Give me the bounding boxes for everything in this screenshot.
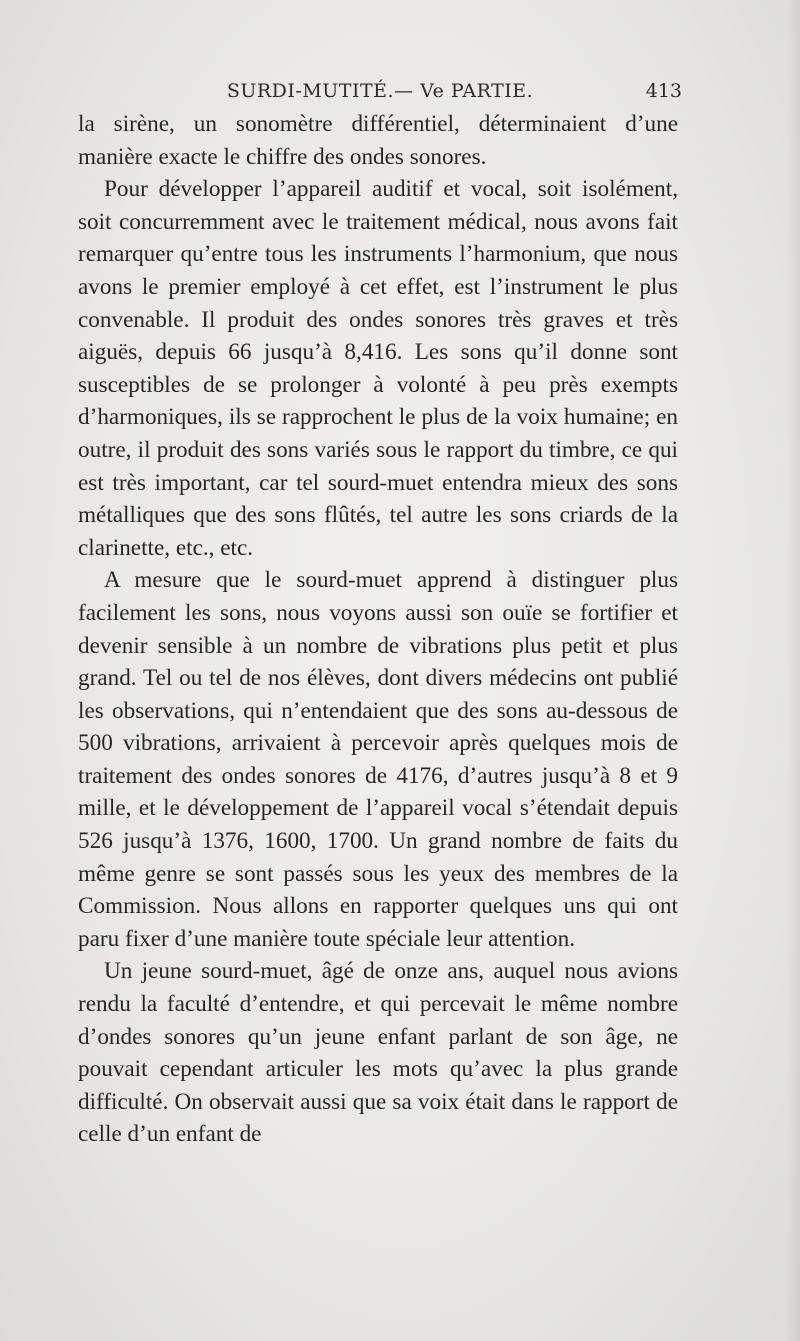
paragraph: A mesure que le sourd-muet apprend à distinguer plus facilement les sons, nous voyons aussi son ouïe se fortifier et devenir sensible à un nombre de vibrations plus petit et plus grand. Tel ou tel de nos élèves, dont divers médecins ont publié les observations, qui n’entendaient que des sons au-dessous de 500 vibrations, arrivaient à percevoir après quelques mois de traitement des ondes sonores de 4176, d’autres jusqu’à 8 et 9 mille, et le développement de l’appareil vocal s’étendait depuis 526 jusqu’à 1376, 1600, 1700. Un grand nombre de faits du même genre se sont passés sous les yeux des membres de la Commission. Nous allons en rapporter quelques uns qui ont paru fixer d’une manière toute spéciale leur attention. (78, 567, 678, 952)
page-number: 413 (645, 80, 682, 102)
running-title: SURDI-MUTITÉ.— Ve PARTIE. (226, 80, 534, 102)
paragraph: Pour développer l’appareil auditif et vocal, soit isolément, soit concurremment avec le traitement médical, nous avons fait remarquer qu’entre tous les instruments l’harmonium, que nous avons le premier employé à cet effet, est l’instrument le plus convenable. Il produit des ondes sonores très graves et très aiguës, depuis 66 jusqu’à 8,416. Les sons qu’il donne sont susceptibles de se prolonger à volonté à peu près exempts d’harmoniques, ils se rapprochent le plus de la voix humaine; en outre, il produit des sons variés sous le rapport du timbre, ce qui est très important, car tel sourd-muet entendra mieux des sons métalliques que des sons flûtés, tel autre les sons criards de la clarinette, etc., etc. (78, 176, 678, 561)
page-edge-shadow (786, 0, 800, 1341)
running-head (78, 80, 682, 110)
paragraph-continuation: la sirène, un sonomètre différentiel, déterminaient d’une manière exacte le chiffre des ondes sonores. (78, 111, 678, 170)
paragraph: Un jeune sourd-muet, âgé de onze ans, auquel nous avions rendu la faculté d’entendre, et qui percevait le même nombre d’ondes sonores qu’un jeune enfant parlant de son âge, ne pouvait cependant articuler les mots qu’avec la plus grande difficulté. On observait aussi que sa voix était dans le rapport de celle d’un enfant de (78, 958, 678, 1148)
body-text (78, 108, 678, 1151)
